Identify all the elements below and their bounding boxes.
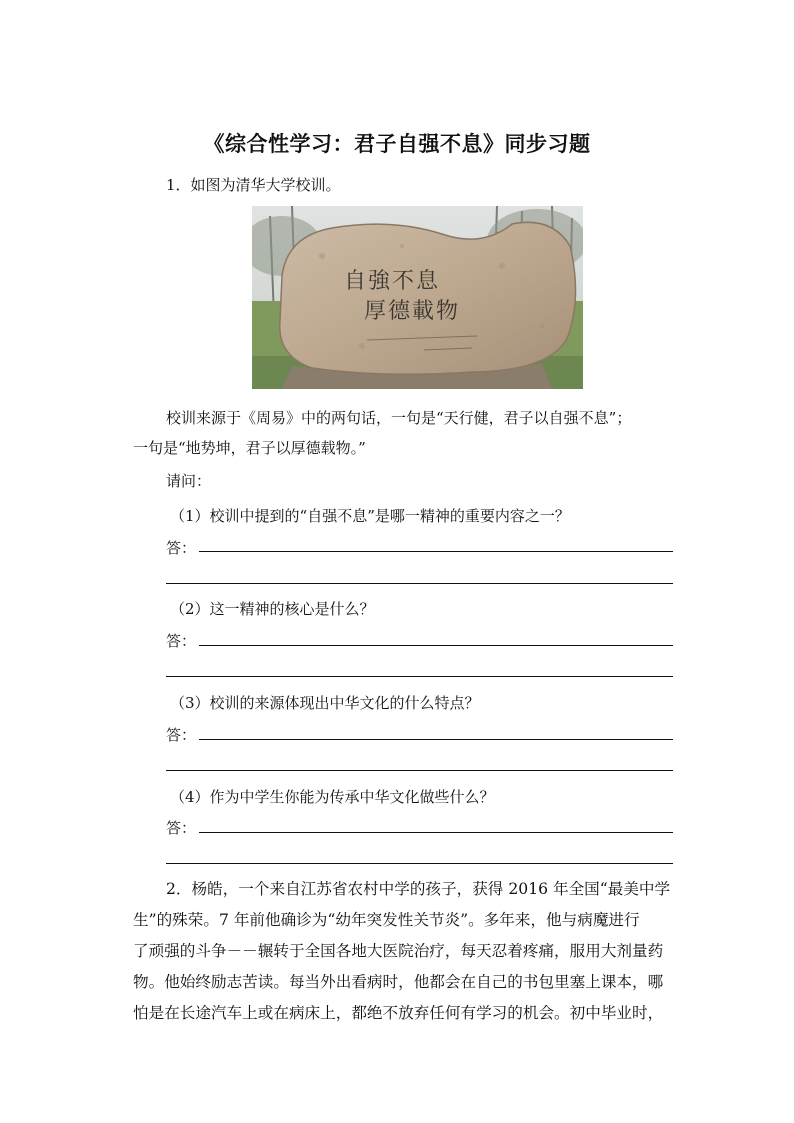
question-2-line: 了顽强的斗争－－辗转于全国各地大医院治疗，每天忍着疼痛，服用大剂量药 <box>133 942 664 960</box>
question-1-prompt: 1．如图为清华大学校训。 <box>166 176 341 194</box>
answer-line-1a[interactable] <box>199 551 673 552</box>
subquestion-3: （3）校训的来源体现出中华文化的什么特点？ <box>170 694 480 712</box>
question-2-line: 生”的殊荣。7 年前他确诊为“幼年突发性关节炎”。多年来，他与病魔进行 <box>133 911 640 929</box>
answer-line-1b[interactable] <box>166 583 673 584</box>
question-2-passage <box>133 874 681 1029</box>
subquestion-4: （4）作为中学生你能为传承中华文化做些什么？ <box>170 788 495 806</box>
answer-label-3: 答： <box>166 726 197 744</box>
answer-line-2a[interactable] <box>199 645 673 646</box>
question-2-line: 物。他始终励志苦读。每当外出看病时，他都会在自己的书包里塞上课本，哪 <box>133 973 664 991</box>
stone-inscription-line2: 厚德載物 <box>364 299 461 324</box>
motto-source-line-2: 一句是“地势坤，君子以厚德载物。” <box>133 439 366 457</box>
subquestion-2: （2）这一精神的核心是什么？ <box>170 600 375 618</box>
question-2-line: 2．杨皓，一个来自江苏省农村中学的孩子，获得 2016 年全国“最美中学 <box>166 880 671 898</box>
answer-label-1: 答： <box>166 539 197 557</box>
answer-line-2b[interactable] <box>166 676 673 677</box>
answer-label-4: 答： <box>166 819 197 837</box>
ask-label: 请问： <box>166 472 212 490</box>
motto-stone-photo <box>252 206 583 389</box>
answer-line-3b[interactable] <box>166 770 673 771</box>
motto-stone-illustration <box>252 206 583 389</box>
answer-label-2: 答： <box>166 632 197 650</box>
question-2-line: 怕是在长途汽车上或在病床上，都绝不放弃任何有学习的机会。初中毕业时， <box>133 1004 664 1022</box>
motto-source-line-1: 校训来源于《周易》中的两句话，一句是“天行健，君子以自强不息”； <box>166 409 632 427</box>
answer-line-3a[interactable] <box>199 739 673 740</box>
subquestion-1: （1）校训中提到的“自强不息”是哪一精神的重要内容之一？ <box>170 507 570 525</box>
stone-inscription-line1: 自強不息 <box>344 269 441 294</box>
answer-line-4a[interactable] <box>199 832 673 833</box>
answer-line-4b[interactable] <box>166 863 673 864</box>
page-title: 《综合性学习：君子自强不息》同步习题 <box>203 131 591 156</box>
